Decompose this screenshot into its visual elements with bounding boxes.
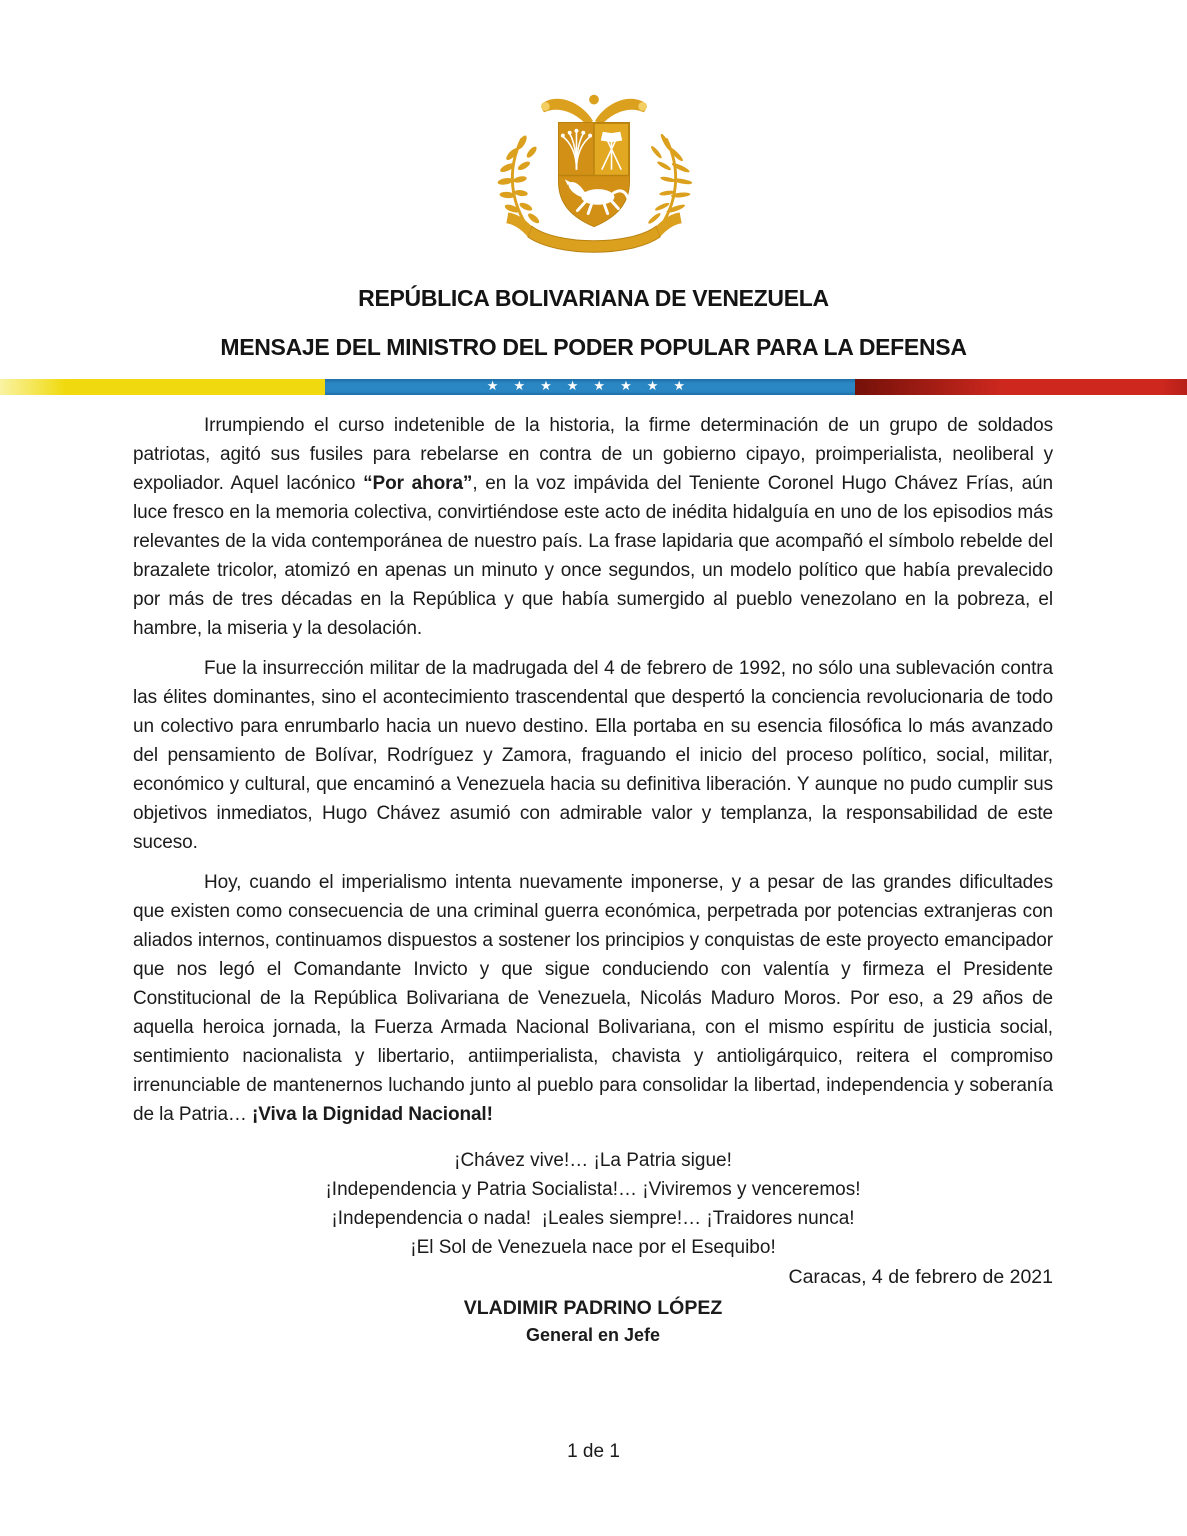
flag-segment-yellow — [0, 379, 325, 395]
text-segment: Fue la insurrección militar de la madrugada del 4 de febrero de 1992, no sólo una sublevación contra las élites dominantes, sino el acontecimiento trascendental que despertó la conciencia revolucionaria de todo un colectivo para enrumbarlo hacia un nuevo destino. Ella portaba en su esencia filosófica lo más avanzado del pensamiento de Bolívar, Rodríguez y Zamora, fraguando el inicio del proceso político, social, militar, económico y cultural, que encaminó a Venezuela hacia su definitiva liberación. Y aunque no pudo cumplir sus objetivos inmediatos, Hugo Chávez asumió con admirable valor y templanza, la responsabilidad de este suceso. — [133, 658, 1053, 853]
flag-stars-icon: ★★★★★★★★ — [486, 378, 701, 394]
page-subtitle: MENSAJE DEL MINISTRO DEL PODER POPULAR PARA LA DEFENSA — [220, 334, 967, 360]
slogans — [133, 1146, 1053, 1262]
signature-name: VLADIMIR PADRINO LÓPEZ — [463, 1297, 723, 1319]
slogan-line: ¡Independencia o nada! ¡Leales siempre!… ¡Traidores nunca! — [331, 1208, 855, 1229]
paragraph — [133, 411, 1053, 643]
paragraph — [133, 654, 1053, 857]
flag-divider — [0, 379, 1187, 395]
letter-body — [133, 411, 1053, 1348]
slogan-line: ¡El Sol de Venezuela nace por el Esequibo! — [410, 1237, 776, 1258]
bold-text: ¡Viva la Dignidad Nacional! — [252, 1104, 493, 1125]
text-segment: , en la voz impávida del Teniente Coronel Hugo Chávez Frías, aún luce fresco en la memoria colectiva, convirtiéndose este acto de inédita hidalguía en uno de los episodios más relevantes de la vida contemporánea de nuestro país. La frase lapidaria que acompañó el símbolo rebelde del brazalete tricolor, atomizó en apenas un minuto y once segundos, un modelo político que había prevalecido por más de tres décadas en la República y que había sumergido al pueblo venezolano en la pobreza, el hambre, la miseria y la desolación. — [133, 473, 1053, 639]
page-title: REPÚBLICA BOLIVARIANA DE VENEZUELA — [358, 285, 829, 311]
venezuela-coat-of-arms-icon — [474, 84, 714, 269]
paragraph — [133, 868, 1053, 1129]
text-segment: Hoy, cuando el imperialismo intenta nuevamente imponerse, y a pesar de las grandes dificultades que existen como consecuencia de una criminal guerra económica, perpetrada por potencias extranjeras con aliados internos, continuamos dispuestos a sostener los principios y conquistas de este proyecto emancipador que nos legó el Comandante Invicto y que sigue conduciendo con valentía y firmeza el Presidente Constitucional de la República Bolivariana de Venezuela, Nicolás Maduro Moros. Por eso, a 29 años de aquella heroica jornada, la Fuerza Armada Nacional Bolivariana, con el mismo espíritu de justicia social, sentimiento nacionalista y libertario, antiimperialista, chavista y antioligárquico, reitera el compromiso irrenunciable de mantenernos luchando junto al pueblo para consolidar la libertad, independencia y soberanía de la Patria… — [133, 872, 1053, 1125]
bold-text: “Por ahora” — [363, 473, 473, 494]
flag-segment-blue — [325, 379, 854, 395]
page-number: 1 de 1 — [567, 1441, 620, 1462]
dateline: Caracas, 4 de febrero de 2021 — [788, 1266, 1053, 1288]
flag-segment-red — [855, 379, 1187, 395]
coat-of-arms — [474, 84, 714, 269]
text-segment: Irrumpiendo el curso indetenible de la historia, la firme determinación de un grupo de soldados patriotas, agitó sus fusiles para rebelarse en contra de un gobierno cipayo, proimperialista, neoliberal y expoliador. Aquel lacónico — [133, 415, 1053, 494]
slogan-line: ¡Chávez vive!… ¡La Patria sigue! — [454, 1150, 732, 1171]
body-paragraphs — [133, 411, 1053, 1129]
signature-rank: General en Jefe — [525, 1325, 661, 1345]
slogan-line: ¡Independencia y Patria Socialista!… ¡Viviremos y venceremos! — [325, 1179, 861, 1200]
